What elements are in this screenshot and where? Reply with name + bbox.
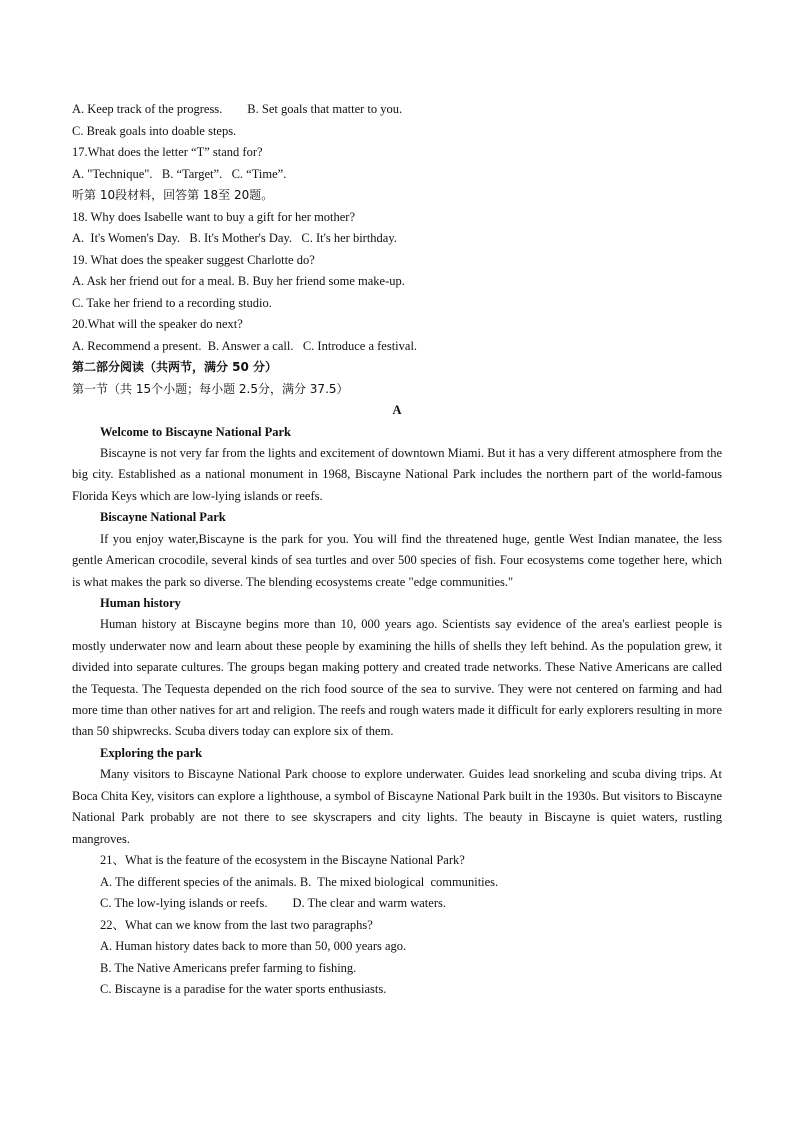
q22-option-b: B. The Native Americans prefer farming to fishing.	[100, 960, 357, 975]
passage-letter: A	[392, 403, 402, 417]
q21-options-cd: C. The low-lying islands or reefs. D. The clear and warm waters.	[100, 896, 446, 910]
q21-options-ab: A. The different species of the animals. B. The mixed biological communities.	[100, 874, 499, 889]
q20-question: 20.What will the speaker do next?	[72, 317, 243, 331]
q22-option-a: A. Human history dates back to more than 50, 000 years ago.	[100, 939, 407, 953]
q16-option-c: C. Break goals into doable steps.	[72, 123, 237, 138]
q17-options: A. "Technique". B. “Target”. C. “Time”.	[72, 166, 287, 181]
section-heading-history: Human history	[100, 595, 181, 610]
passage-intro: Biscayne is not very far from the lights and excitement of downtown Miami. But it has a very different atmosphere from the big city. Established as a national monument in 1968, Biscayne National Park includes the northern part of the world-famous Florida Keys which are low-lying islands or reefs.	[72, 446, 722, 503]
q21-question: 21、What is the feature of the ecosystem in the Biscayne National Park?	[100, 853, 465, 867]
q19-question: 19. What does the speaker suggest Charlotte do?	[72, 252, 315, 267]
passage-title: Welcome to Biscayne National Park	[100, 424, 291, 439]
q19-option-c: C. Take her friend to a recording studio.	[72, 295, 272, 310]
part2-title: 第二部分阅读（共两节，满分 50 分）	[72, 360, 278, 374]
passage-paragraph-history: Human history at Biscayne begins more than 10, 000 years ago. Scientists say evidence of the area's earliest people is mostly underwater now and learn about these people by examining the hills of shells they left behind. As the population grew, it divided into separate cultures. The groups began making pottery and created trade networks. These Native Americans are called the Tequesta. The Tequesta depended on the rich food source of the sea to survive. They were not centered on farming and had more time than other natives for art and religion. The reefs and rough waters made it difficult for early explorers resulting in more than 50 shipwrecks. Scuba divers today can explore six of them.	[72, 617, 722, 739]
q20-options: A. Recommend a present. B. Answer a call. C. Introduce a festival.	[72, 338, 418, 353]
q22-option-c: C. Biscayne is a paradise for the water sports enthusiasts.	[100, 982, 387, 996]
passage-paragraph-exploring: Many visitors to Biscayne National Park choose to explore underwater. Guides lead snorkeling and scuba diving trips. At Boca Chita Key, visitors can explore a lighthouse, a symbol of Biscayne National Park built in the 1930s. But visitors to Biscayne National Park probably are not there to see skyscrapers and city lights. The beauty in Biscayne is quiet waters, rustling mangroves.	[72, 767, 722, 846]
q22-question: 22、What can we know from the last two paragraphs?	[100, 917, 373, 932]
section-heading-exploring: Exploring the park	[100, 745, 203, 760]
section1-title: 第一节（共 15个小题；每小题 2.5分，满分 37.5）	[72, 381, 349, 396]
q18-options: A. It's Women's Day. B. It's Mother's Day. C. It's her birthday.	[72, 231, 397, 245]
section-heading-park: Biscayne National Park	[100, 510, 226, 525]
q18-question: 18. Why does Isabelle want to buy a gift for her mother?	[72, 209, 356, 224]
passage-paragraph-park: If you enjoy water,Biscayne is the park for you. You will find the threatened huge, gentle West Indian manatee, the less gentle American crocodile, several kinds of sea turtles and over 500 species of fish. Four ecosystems come together here, which is what makes the park so diverse. The blending ecosystems create "edge communities."	[72, 531, 722, 589]
q17-question: 17.What does the letter “T” stand for?	[72, 145, 263, 159]
section10-instruction: 听第 10段材料，回答第 18至 20题。	[72, 188, 274, 202]
q16-options-ab: A. Keep track of the progress. B. Set goals that matter to you.	[72, 102, 403, 116]
q19-options-ab: A. Ask her friend out for a meal. B. Buy her friend some make-up.	[72, 274, 405, 288]
